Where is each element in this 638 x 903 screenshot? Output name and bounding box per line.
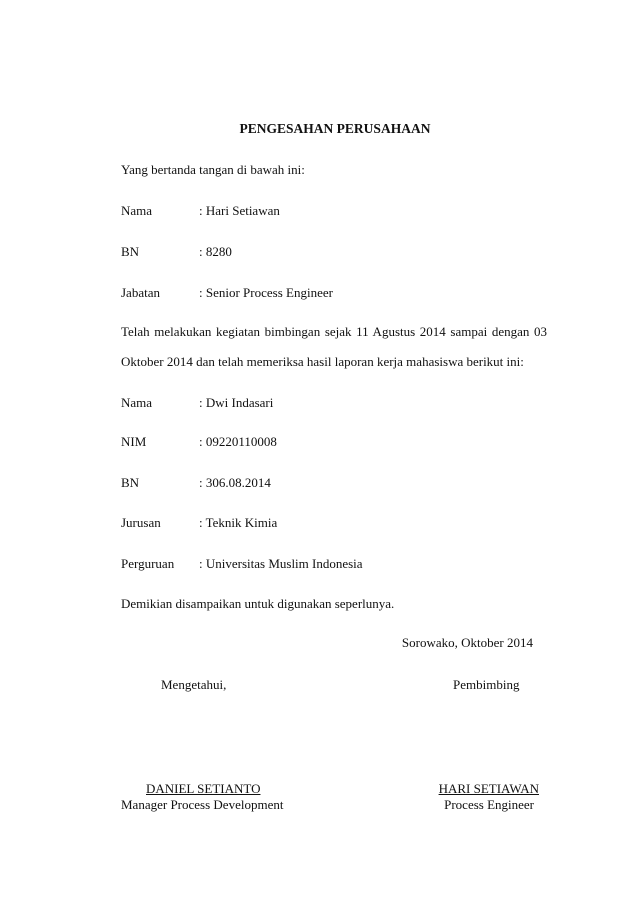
paragraph-line-1: Telah melakukan kegiatan bimbingan sejak 11 Agustus 2014 sampai dengan 03: [121, 324, 547, 339]
signer-bn-label: BN: [121, 244, 140, 259]
student-bn-value: : 306.08.2014: [199, 475, 271, 490]
signer-bn-value: : 8280: [199, 244, 232, 259]
paragraph-line-2: Oktober 2014 dan telah memeriksa hasil laporan kerja mahasiswa berikut ini:: [121, 354, 524, 369]
student-major-value: : Teknik Kimia: [199, 515, 278, 530]
student-name-label: Nama: [121, 395, 153, 410]
document-title: PENGESAHAN PERUSAHAAN: [239, 121, 431, 136]
signer-name-label: Nama: [121, 203, 153, 218]
signer-position-value: : Senior Process Engineer: [199, 285, 333, 300]
signer-position-label: Jabatan: [121, 285, 160, 300]
student-nim-value: : 09220110008: [199, 434, 277, 449]
right-sign-heading: Pembimbing: [453, 677, 520, 692]
student-major-label: Jurusan: [121, 515, 161, 530]
student-name-value: : Dwi Indasari: [199, 395, 274, 410]
right-sign-name: HARI SETIAWAN: [438, 781, 539, 796]
right-sign-position: Process Engineer: [444, 797, 534, 812]
left-sign-heading: Mengetahui,: [161, 677, 227, 692]
closing-text: Demikian disampaikan untuk digunakan seperlunya.: [121, 596, 395, 611]
student-university-label: Perguruan: [121, 556, 175, 571]
student-university-value: : Universitas Muslim Indonesia: [199, 556, 363, 571]
student-nim-label: NIM: [121, 434, 147, 449]
left-sign-position: Manager Process Development: [121, 797, 284, 812]
place-date: Sorowako, Oktober 2014: [401, 635, 533, 650]
student-bn-label: BN: [121, 475, 140, 490]
left-sign-name: DANIEL SETIANTO: [146, 781, 261, 796]
intro-text: Yang bertanda tangan di bawah ini:: [121, 162, 305, 177]
signer-name-value: : Hari Setiawan: [199, 203, 280, 218]
